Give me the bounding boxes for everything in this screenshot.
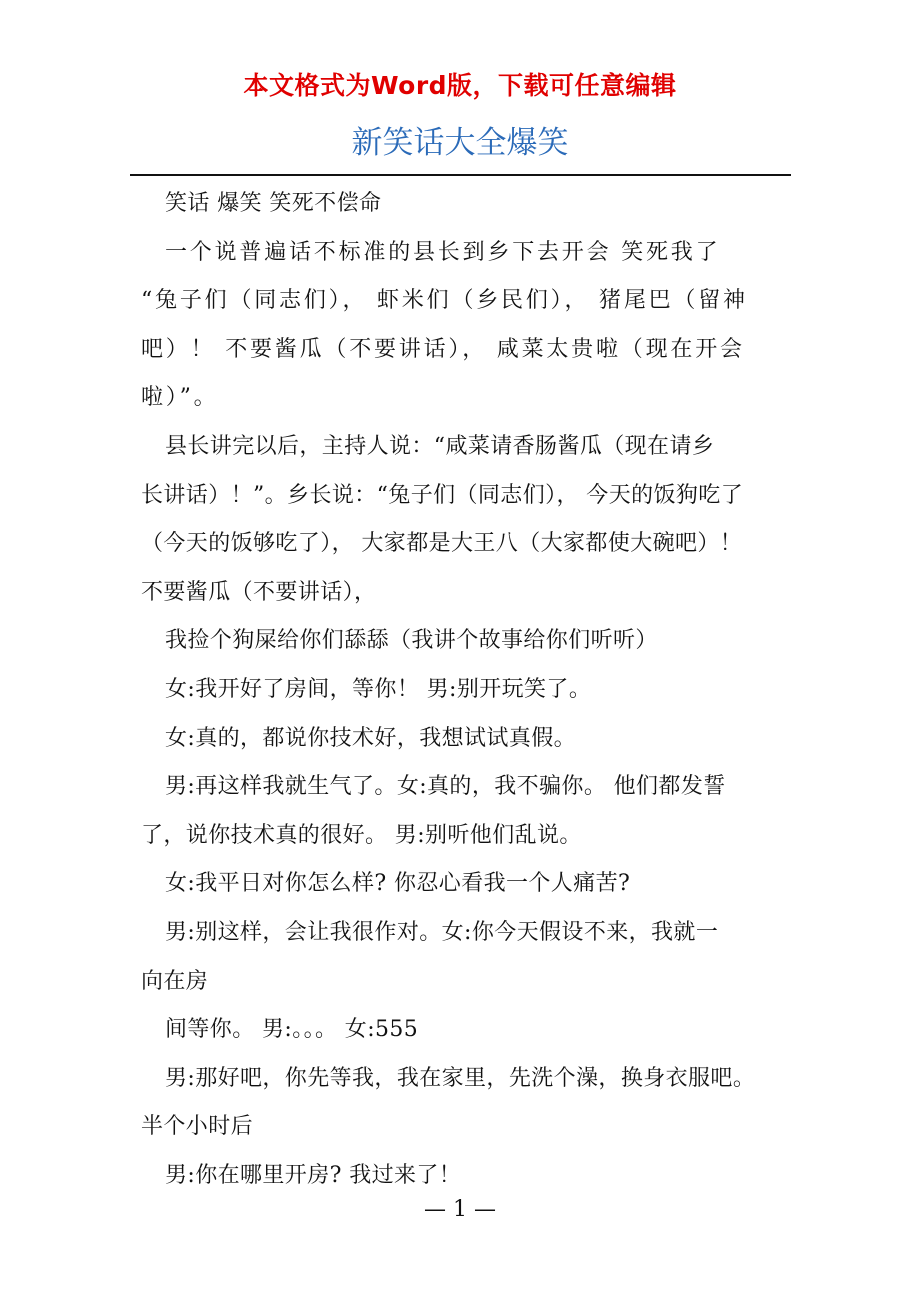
paragraph [141,666,781,715]
format-notice: 本文格式为Word版，下载可任意编辑 [243,71,677,100]
text-line: 女:真的，都说你技术好，我想试试真假。 [165,725,577,751]
text-line: 吧）！ 不要酱瓜（不要讲话）， 咸菜太贵啦（现在开会 [141,336,745,362]
text-line: 县长讲完以后，主持人说：“咸菜请香肠酱瓜（现在请乡 [165,433,715,459]
text-line: 间等你。 男:。。。 女:555 [165,1017,419,1043]
paragraph [141,860,781,909]
text-line: 一个说普遍话不标准的县长到乡下去开会 笑死我了 [165,239,721,265]
document-title: 新笑话大全爆笑 [351,125,569,161]
text-line: “兔子们（同志们）， 虾米们（乡民们）， 猪尾巴（留神 [141,288,748,314]
paragraph [141,617,781,666]
text-line: 男:别这样，会让我很作对。女:你今天假设不来，我就一 [165,919,719,945]
text-line: 长讲话）！”。乡长说：“兔子们（同志们）， 今天的饭狗吃了 [141,482,744,508]
text-line: 男:那好吧，你先等我，我在家里，先洗个澡，换身衣服吧。 [165,1065,756,1091]
text-line: 不要酱瓜（不要讲话）， [141,579,377,605]
text-line: 了，说你技术真的很好。 男:别听他们乱说。 [141,822,582,848]
paragraph [141,1152,781,1201]
paragraph [141,1006,781,1055]
text-line: 女:我平日对你怎么样? 你忍心看我一个人痛苦? [165,871,631,897]
paragraph [141,763,781,860]
paragraph [141,909,781,1006]
page-number: — 1 — [424,1197,496,1222]
text-line: 半个小时后 [141,1114,254,1140]
paragraph [141,180,781,229]
paragraph [141,1055,781,1152]
text-line: （今天的饭够吃了）， 大家都是大王八（大家都使大碗吧）！ [141,531,743,557]
text-line: 啦）”。 [141,385,219,411]
text-line: 向在房 [141,968,209,994]
text-line: 女:我开好了房间，等你！ 男:别开玩笑了。 [165,676,592,702]
text-line: 男:你在哪里开房? 我过来了！ [165,1162,462,1188]
title-divider [130,174,791,176]
paragraph [141,715,781,764]
text-line: 笑话 爆笑 笑死不偿命 [165,191,382,216]
paragraph [141,229,781,423]
paragraph [141,423,781,617]
text-line: 我捡个狗屎给你们舔舔（我讲个故事给你们听听） [165,628,658,654]
text-line: 男:再这样我就生气了。女:真的，我不骗你。 他们都发誓 [165,774,726,800]
document-body [141,180,781,1200]
